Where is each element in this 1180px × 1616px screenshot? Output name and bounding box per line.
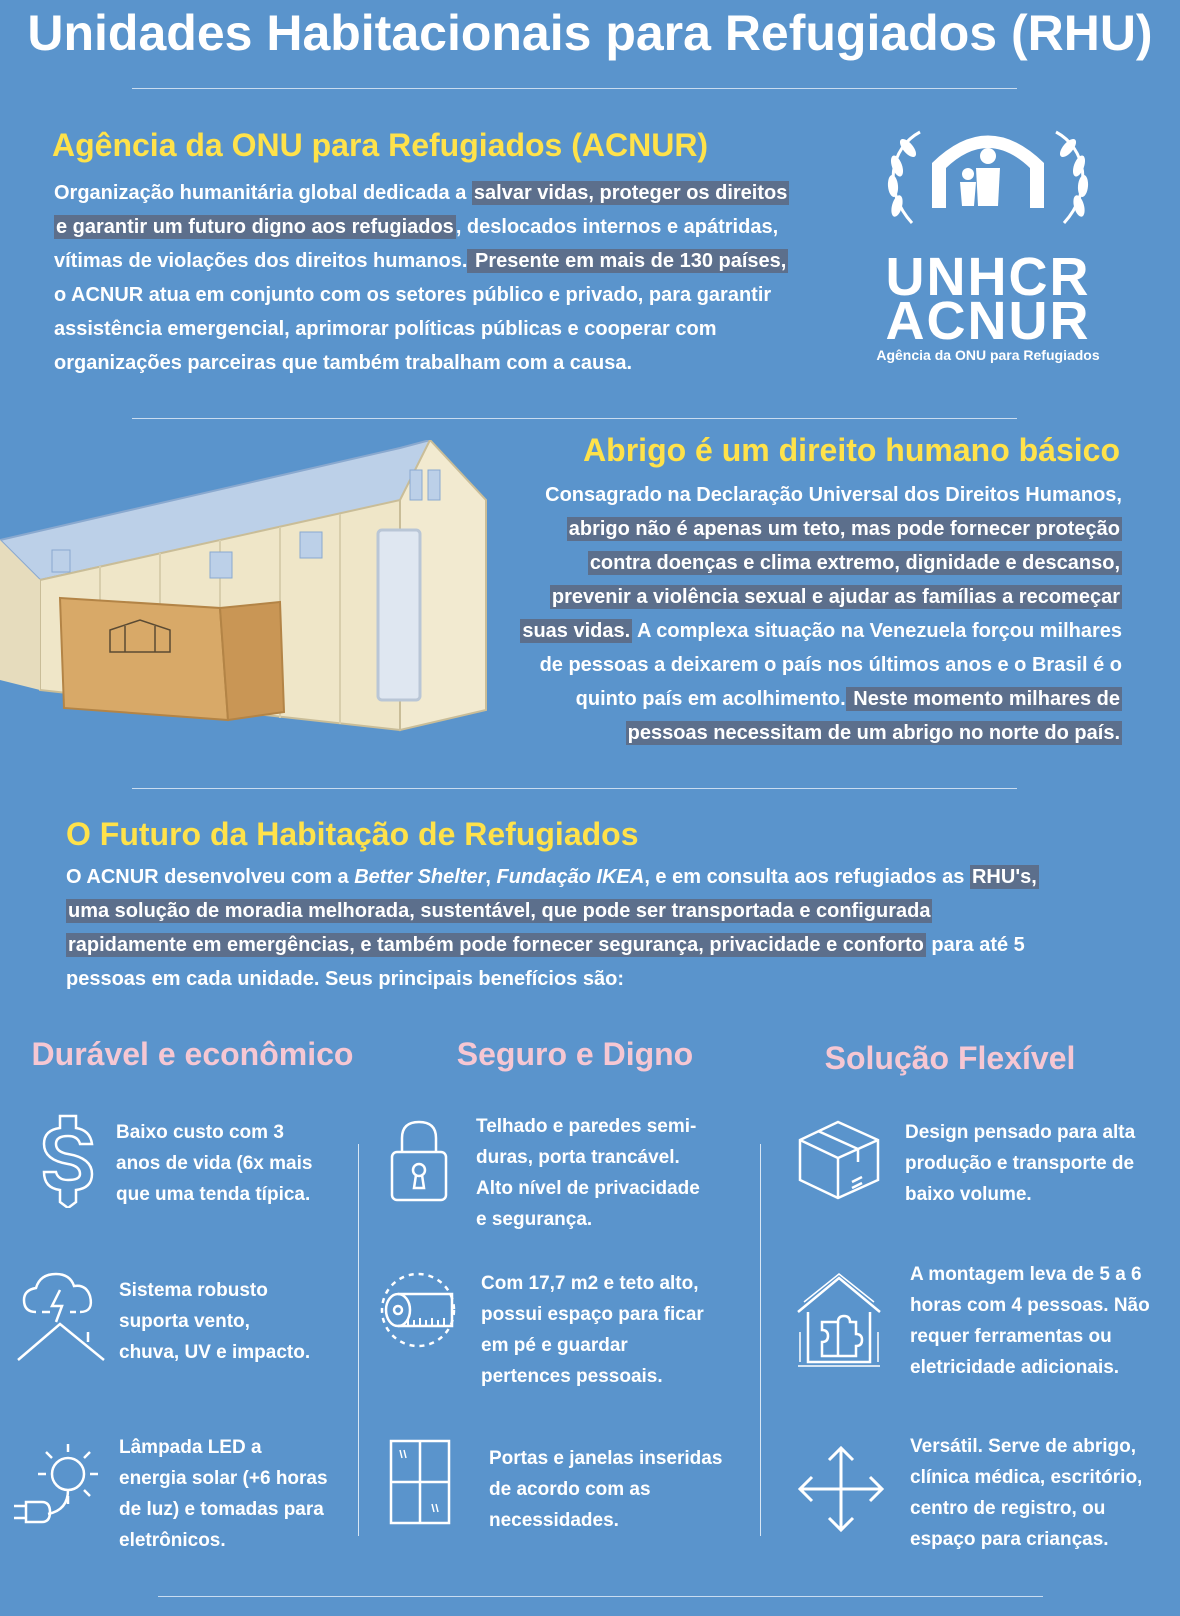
shelter-image [0,440,490,740]
acnur-line: Organização humanitária global dedicada a salvar vidas, proteger os direitos [54,182,788,204]
futuro-line: rapidamente em emergências, e também pode fornecer segurança, privacidade e conforto para até 5 [68,934,1025,956]
divider [132,88,1017,89]
futuro-paragraph [66,860,1146,996]
futuro-heading: O Futuro da Habitação de Refugiados [66,816,639,852]
abrigo-line: prevenir a violência sexual e ajudar as famílias a recomeçar [551,586,1120,608]
divider [158,1596,1043,1597]
abrigo-line: de pessoas a deixarem o país nos últimos anos e o Brasil é o [539,654,1122,676]
divider [132,418,1017,419]
futuro-line: pessoas em cada unidade. Seus principais benefícios são: [66,968,624,990]
acnur-paragraph [54,176,854,380]
laurel-emblem-icon [862,118,1114,243]
column-heading-seguro: Seguro e Digno [456,1036,694,1072]
abrigo-line: quinto país em acolhimento. Neste momento milhares de [575,688,1120,710]
padlock-icon [388,1118,450,1204]
acnur-line: o ACNUR atua em conjunto com os setores público e privado, para garantir [54,284,772,306]
dollar-icon [40,1112,96,1208]
column-heading-flexivel: Solução Flexível [824,1040,1076,1076]
abrigo-paragraph [480,478,1122,750]
logo-unhcr: UNHCR [885,247,1091,307]
abrigo-line: pessoas necessitam de um abrigo no norte do país. [627,722,1120,744]
page-title: Unidades Habitacionais para Refugiados (RHU) [27,5,1153,61]
acnur-line: assistência emergencial, aprimorar políticas públicas e cooperar com [54,318,717,340]
feature-text: A montagem leva de 5 a 6 horas com 4 pessoas. Não requer ferramentas ou eletricidade adicionais. [910,1264,1150,1378]
puzzle-house-icon [794,1272,884,1368]
feature-text: Portas e janelas inseridas de acordo com as necessidades. [489,1448,723,1531]
measuring-tape-icon [378,1270,460,1352]
acnur-line: organizações parceiras que também trabalham com a causa. [54,352,633,374]
feature-text: Telhado e paredes semi- duras, porta trancável. Alto nível de privacidade e segurança. [476,1116,700,1230]
abrigo-heading: Abrigo é um direito humano básico [583,432,1120,468]
move-arrows-icon [796,1444,886,1534]
abrigo-line: suas vidas. A complexa situação na Venezuela forçou milhares [522,620,1122,642]
divider [132,788,1017,789]
solar-plug-icon [8,1440,104,1536]
unhcr-logo [862,118,1114,363]
storm-roof-icon [14,1268,110,1364]
abrigo-line: Consagrado na Declaração Universal dos Direitos Humanos, [545,484,1122,506]
box-icon [796,1118,882,1202]
column-divider [760,1144,761,1536]
logo-acnur: ACNUR [885,291,1091,351]
abrigo-line: contra doenças e clima extremo, dignidade e descanso, [589,552,1120,574]
feature-text: Baixo custo com 3 anos de vida (6x mais que uma tenda típica. [116,1122,313,1205]
feature-text: Sistema robusto suporta vento, chuva, UV e impacto. [119,1280,311,1363]
acnur-line: e garantir um futuro digno aos refugiados , deslocados internos e apátridas, [56,216,779,238]
futuro-line: uma solução de moradia melhorada, sustentável, que pode ser transportada e configurada [68,900,931,922]
feature-text: Lâmpada LED a energia solar (+6 horas de luz) e tomadas para eletrônicos. [119,1437,328,1551]
abrigo-line: abrigo não é apenas um teto, mas pode fornecer proteção [568,518,1120,540]
feature-text: Design pensado para alta produção e transporte de baixo volume. [905,1122,1136,1205]
feature-text: Com 17,7 m2 e teto alto, possui espaço para ficar em pé e guardar pertences pessoais. [481,1273,704,1387]
futuro-line: O ACNUR desenvolveu com a Better Shelter, Fundação IKEA, e em consulta aos refugiados as RHU's, [66,866,1037,888]
acnur-line: vítimas de violações dos direitos humanos. Presente em mais de 130 países, [54,250,787,272]
window-icon [388,1438,452,1526]
feature-text: Versátil. Serve de abrigo, clínica médica, escritório, centro de registro, ou espaço para crianças. [910,1436,1143,1550]
logo-tagline: Agência da ONU para Refugiados [876,347,1100,363]
acnur-heading: Agência da ONU para Refugiados (ACNUR) [52,127,709,163]
column-heading-duravel: Durável e econômico [31,1036,354,1072]
